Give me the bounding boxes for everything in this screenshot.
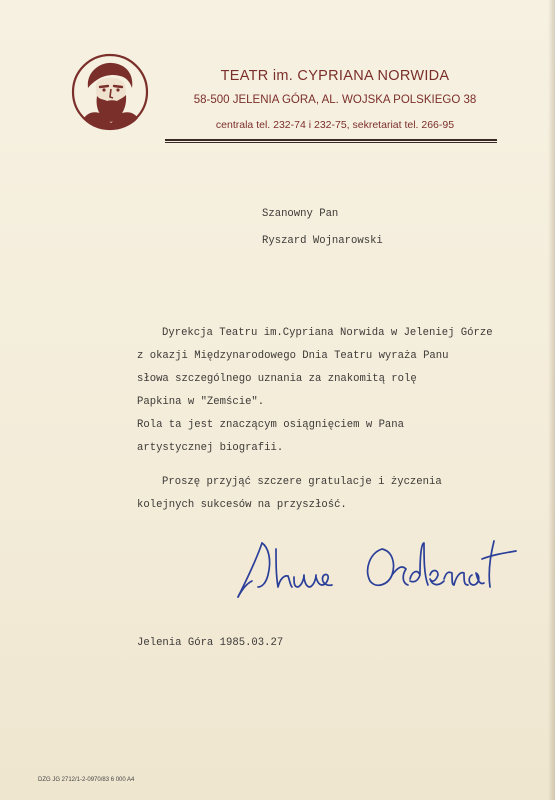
place-date: Jelenia Góra 1985.03.27 xyxy=(137,637,284,649)
body-line: Rola ta jest znaczącym osiągnięciem w Pana xyxy=(137,419,405,431)
print-code: DZG JG 2712/1-2-0970/83 6 000 A4 xyxy=(38,777,135,783)
salutation: Szanowny Pan xyxy=(262,208,339,220)
body-line: Dyrekcja Teatru im.Cypriana Norwida w Jeleniej Górze xyxy=(162,327,493,339)
letterhead-rule-thin xyxy=(165,142,497,143)
theatre-address: 58-500 JELENIA GÓRA, AL. WOJSKA POLSKIEGO 38 xyxy=(193,94,477,106)
recipient-name: Ryszard Wojnarowski xyxy=(262,235,383,247)
body-line: z okazji Międzynarodowego Dnia Teatru wyraża Panu xyxy=(137,350,449,362)
theatre-name: TEATR im. CYPRIANA NORWIDA xyxy=(220,68,450,84)
body-line: artystycznej biografii. xyxy=(137,442,284,454)
body-line: słowa szczególnego uznania za znakomitą rolę xyxy=(137,373,417,385)
letterhead-rule xyxy=(165,139,497,141)
theatre-phones: centrala tel. 232-74 i 232-75, sekretariat tel. 266-95 xyxy=(215,119,455,131)
letterhead xyxy=(0,0,555,150)
body-line: Proszę przyjąć szczere gratulacje i życzenia xyxy=(162,476,442,488)
body-line: Papkina w "Zemście". xyxy=(137,396,265,408)
handwritten-signature-icon xyxy=(232,535,522,605)
body-line: kolejnych sukcesów na przyszłość. xyxy=(137,499,347,511)
